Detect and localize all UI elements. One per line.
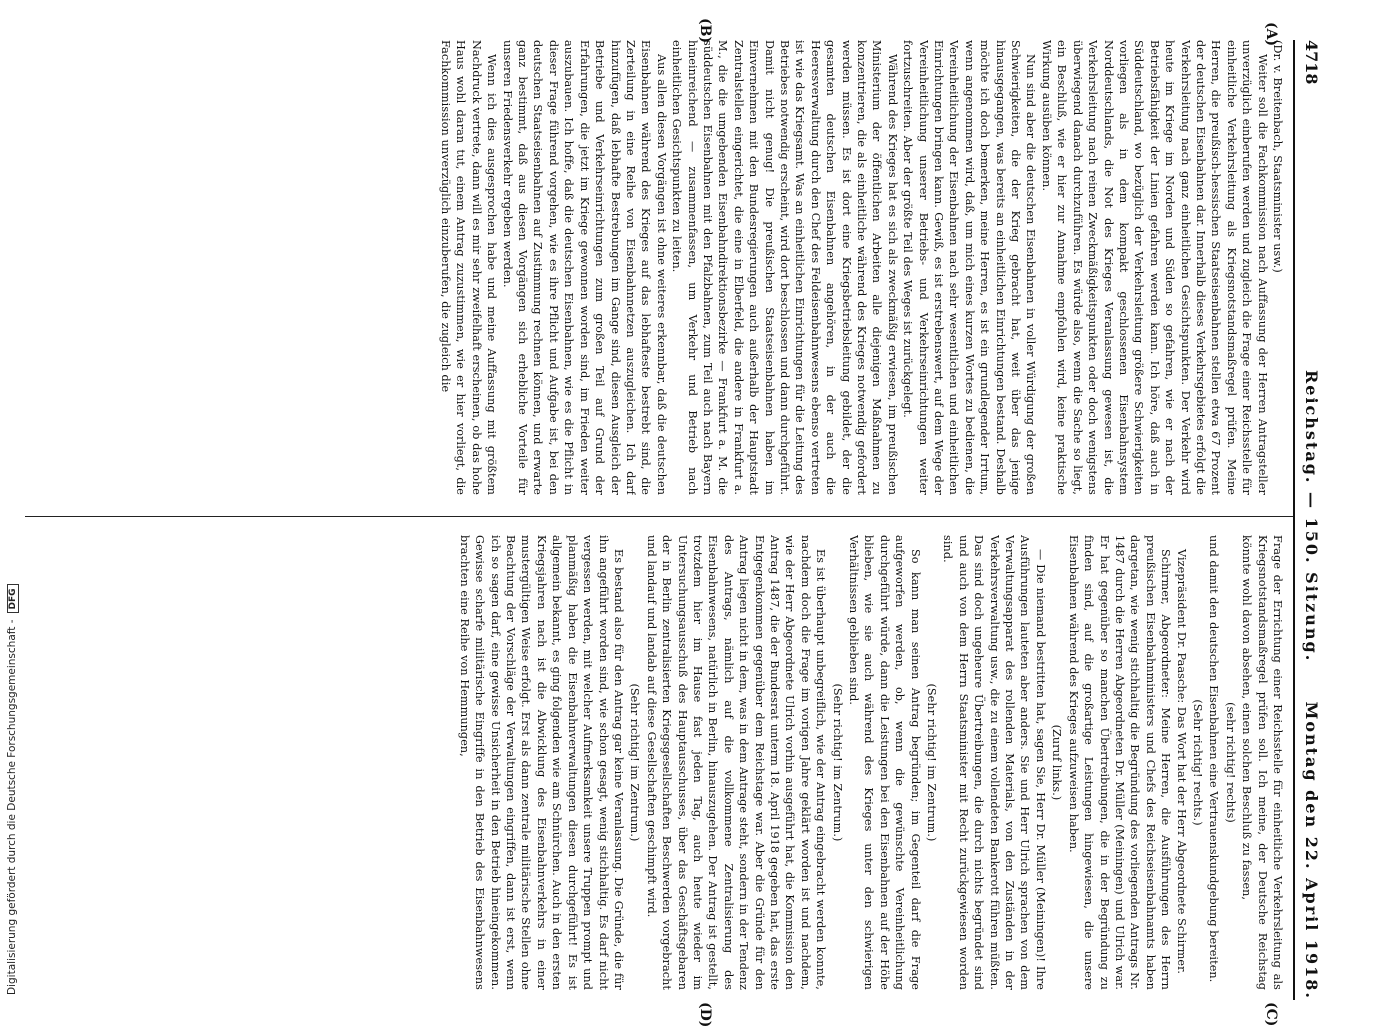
margin-mark-b: (B) <box>697 18 713 44</box>
right-column-paragraph: Schirmer, Abgeordneter: Meine Herren, die Ausführungen des Herrn preußischen Eisenbahnministers und Chefs des Reichseisenbahnamts haben dargetan, wie wenig stichhaltig die Begründung des vorliegenden Antrags Nr. 1487 durch die Herren Abgeordneten Dr. Müller (Meiningen) und Ulrich war. Er hat gegenüber so manchen Übertreibungen, die in der Begründung zu finden sind, auf die großartige Leistungen hingewiesen, die unsere Eisenbahnen während des Krieges aufzuweisen haben. <box>1066 535 1173 990</box>
left-column-paragraph: Aus allen diesen Vorgängen ist ohne weiteres erkennbar, daß die deutschen Eisenbahnen während des Krieges auf das lebhafteste bestrebt sind, die Zerteilung in eine Reihe von Eisenbahnnetzen auszugleichen. Ich darf hinzufügen, daß lebhafte Bestrebungen im Gange sind, diesen Ausgleich der Betriebe und Verkehrseinrichtungen zum großen Teil auf Grund der Erfahrungen, die jetzt im Kriege gewonnen worden sind, im Frieden weiter auszubauen. Ich hoffe, daß die deutschen Eisenbahnen, wie es die Pflicht in dieser Frage führend vorgehen, wie es ihre Pflicht und Aufgabe ist, bei den deutschen Staatseisenbahnen auf Zustimmung rechnen können, und erwarte ganz bestimmt, daß aus diesen Vorgängen sich erhebliche Vorteile für unseren Friedensverkehr ergeben werden. <box>500 40 668 495</box>
left-text-column <box>30 40 1285 495</box>
right-column-paragraph: (sehr richtig! rechts) <box>1223 702 1237 823</box>
right-column-paragraph: Vizepräsident Dr. Paasche: Das Wort hat der Herr Abgeordnete Schirmer. <box>1174 549 1188 975</box>
page-number: 4718 <box>1302 40 1321 85</box>
right-column-paragraph: Es bestand also für den Antrag gar keine Veranlassung. Die Gründe, die für ihn angeführt worden sind, wie schon gesagt, wenig stichhaltig. Es darf nicht vergessen werden, mit welcher Aufmerksamkeit unsere Truppen prompt und planmäßig haben die Eisenbahnverwaltungen diesen durchgeführt! Es ist allgemein bekannt, es ging folgenden wie am Schnürchen. Auch in den ersten Kriegsjahren nach ist die Abwicklung des Eisenbahnverkehrs in einer mustergültigen Weise erfolgt. Erst als dann zentrale militärische Stellen ohne Beachtung der Vorschläge der Verwaltungen eingriffen, dann ist erst, wenn ich so sagen darf, eine gewisse Unsicherheit in den Betrieb hineingekommen. Gewisse scharfe militärische Eingriffe in den Betrieb des Eisenbahnwesens brachten eine Reihe von Hemmungen, <box>457 535 625 990</box>
left-column-paragraph: (Dr. v. Breitenbach, Staatsminister usw.) <box>1271 40 1284 273</box>
right-column-paragraph: Es ist überhaupt unbegreiflich, wie der Antrag eingebracht werden konnte, nachdem doch die Frage im vorigen Jahre geklärt worden ist und nachdem, wie der Herr Abgeordnete Ulrich vorhin ausgeführt hat, die Kommission den Antrag 1487, die der Bundesrat unterm 18. April 1918 gegeben hat, das erste Entgegenkommen gegenüber dem Reichstage war. Aber die Gründe für den Antrag liegen nicht in dem, was in dem Antrage steht, sondern in der Tendenz des Antrags, nämlich auf die vollkommene Zentralisierung des Eisenbahnwesens, natürlich in Berlin, hinauszugehen. Der Antrag ist gestellt, trotzdem hier im Hause fast jeden Tag, auch heute wieder im Untersuchungsausschuß des Hauptausschusses, über das Geschäftsgebaren der in Berlin zentralisierten Kriegsgesellschaften Beschwerden vorgebracht und landauf und landab auf diese Gesellschaften geschimpft wird. <box>644 535 828 990</box>
left-column-paragraph: Wenn ich dies ausgesprochen habe und meine Auffassung mit größtem Nachdruck vertrete, dann will es mir sehr zweifelhaft erscheinen, ob das hohe Haus wohl daran tut, einem Antrag zuzustimmen, wie er hier vorliegt, die Fachkommission unverzüglich einzuberufen, die zugleich die <box>439 40 499 495</box>
credit-text: Digitalisierung gefördert durch die Deutsche Forschungsgemeinschaft - <box>6 619 18 995</box>
dfg-logo: DFG <box>7 584 19 613</box>
page-header <box>1295 40 1325 1000</box>
right-column-paragraph: und damit den deutschen Eisenbahnen eine Vertrauenskundgebung bereiten. <box>1207 535 1221 983</box>
rotated-newspaper-page <box>25 18 1325 1027</box>
right-column-paragraph: Frage der Errichtung einer Reichsstelle für einheitliche Verkehrsleitung als Kriegsnotstandsmaßregel prüfen soll. Ich meine, der Deutsche Reichstag könnte wohl davon absehen, einen solchen Beschluß zu fassen, <box>1240 535 1284 990</box>
digitization-credit <box>6 584 19 995</box>
left-column-paragraph: Während des Krieges hat es sich als zweckmäßig erwiesen, im preußischen Ministerium der öffentlichen Arbeiten alle diejenigen Maßnahmen zu konzentrieren, die als einheitliche während des Krieges notwendig gefordert werden müssen. Es ist dort eine Kriegsbetriebsleitung gebildet, der die gesamten deutschen Eisenbahnen angehören, in der auch die Heeresverwaltung durch den Chef des Feldeisenbahnwesens ebenso vertreten ist wie das Kriegsamt. Was an einheitlichen Einrichtungen für die Leitung des Betriebes notwendig erscheint, wird dort beschlossen und dann durchgeführt. Damit nicht genug! Die preußischen Staatseisenbahnen haben im Einvernehmen mit den Bundesregierungen auch außerhalb der Hauptstadt Zentralstellen eingerichtet, die eine in Elberfeld, die andere in Frankfurt a. M., die die umgebenden Eisenbahndirektionsbezirke — Frankfurt a. M. die süddeutschen Eisenbahnen mit den Pfalzbahnen, zum Teil auch nach Bayern hineinreichend — zusammenfassen, um Verkehr und Betrieb nach einheitlichen Gesichtspunkten zu leiten. <box>670 40 899 495</box>
page-date: Montag den 22. April 1918. <box>1302 701 1321 1000</box>
margin-mark-c: (C) <box>1263 1002 1279 1027</box>
right-column-paragraph: (Sehr richtig! im Zentrum.) <box>628 683 642 842</box>
margin-mark-d: (D) <box>697 1002 713 1027</box>
header-rule <box>1293 40 1295 1000</box>
right-column-paragraph: (Zuruf links.) <box>1050 724 1064 801</box>
right-column-paragraph: (Sehr richtig! im Zentrum.) <box>925 683 939 842</box>
page-running-title: Reichstag. — 150. Sitzung. <box>1302 370 1321 663</box>
left-column-paragraph: Weiter soll die Fachkommission nach Auffassung der Herren Antragsteller unverzüglich einberufen werden und zugleich die Frage einer Reichsstelle für einheitliche Verkehrsleitung als Kriegsnotstandsmaßregel prüfen. Meine Herren, die preußisch-hessischen Staatseisenbahnen stellen etwa 67 Prozent der deutschen Eisenbahnen dar. Innerhalb dieses Verkehrsgebietes erfolgt die Verkehrsleitung nach ganz einheitlichen Gesichtspunkten. Der Verkehr wird heute im Kriege im Norden und Süden so gefahren, wie er nach der Betriebsfähigkeit der Linien gefahren werden kann. Ich höre, daß auch in Süddeutschland, wo bezüglich der Verkehrsleitung größere Schwierigkeiten vorliegen als in dem kompakt geschlossenen Eisenbahnsystem Norddeutschlands, die Not des Krieges Veranlassung gewesen ist, die Verkehrsleitung nach reinen Zweckmäßigkeitspunkten oder doch wenigstens überwiegend danach durchzuführen. Es würde also, wenn die Sache so liegt, ein Beschluß, wie er hier zur Annahme empfohlen wird, keine praktische Wirkung ausüben können. <box>1039 40 1269 495</box>
margin-mark-a: (A) <box>1263 22 1279 47</box>
right-column-paragraph: So kann man seinen Antrag begründen; im Gegenteil darf die Frage aufgeworfen werden, ob, wenn die gewünschte Vereinheitlichung durchgeführt würde, dann die Leistungen bei den Eisenbahnen auf der Höhe blieben, wie sie auch während des Krieges unter den schwierigen Verhältnissen geblieben sind. <box>847 535 922 990</box>
column-divider <box>25 516 1293 517</box>
right-column-paragraph: — Die niemand bestritten hat, sagen Sie, Herr Dr. Müller (Meiningen)! Ihre Ausführungen lauteten aber anders. Sie und Herr Ulrich sprachen von dem Verwaltungsapparat des rollenden Materials, von den Zuständen in der Verkehrsverwaltung usw., die zu einem vollendeten Bankerott führen müßten. Das sind doch ungeheure Übertreibungen, die durch nichts begründet sind und auch von dem Herrn Staatsminister mit Recht zurückgewiesen worden sind. <box>941 535 1047 990</box>
right-column-paragraph: (Sehr richtig! rechts.) <box>1190 699 1204 826</box>
left-column-paragraph: Nun sind aber die deutschen Eisenbahnen in voller Würdigung der großen Schwierigkeiten, die der Krieg gebracht hat, weit über das jenige hinausgegangen, was bereits an einheitlichen Einrichtungen bestand. Deshalb möchte ich doch bemerken, meine Herren, es ist ein grundlegender Irrtum, wenn angenommen wird, daß, um mich eines kurzen Wortes zu bedienen, die Vereinheitlichung der Eisenbahnen nach sehr wesentlichen und einheitlichen Einrichtungen bringen kann. Gewiß, es ist erstrebenswert, auf dem Wege der Vereinheitlichung unserer Betriebs- und Verkehrseinrichtungen weiter fortzuschreiten. Aber der größte Teil des Weges ist zurückgelegt. <box>901 40 1038 495</box>
right-text-column <box>30 535 1285 990</box>
right-column-paragraph: (Sehr richtig! im Zentrum.) <box>830 683 844 842</box>
